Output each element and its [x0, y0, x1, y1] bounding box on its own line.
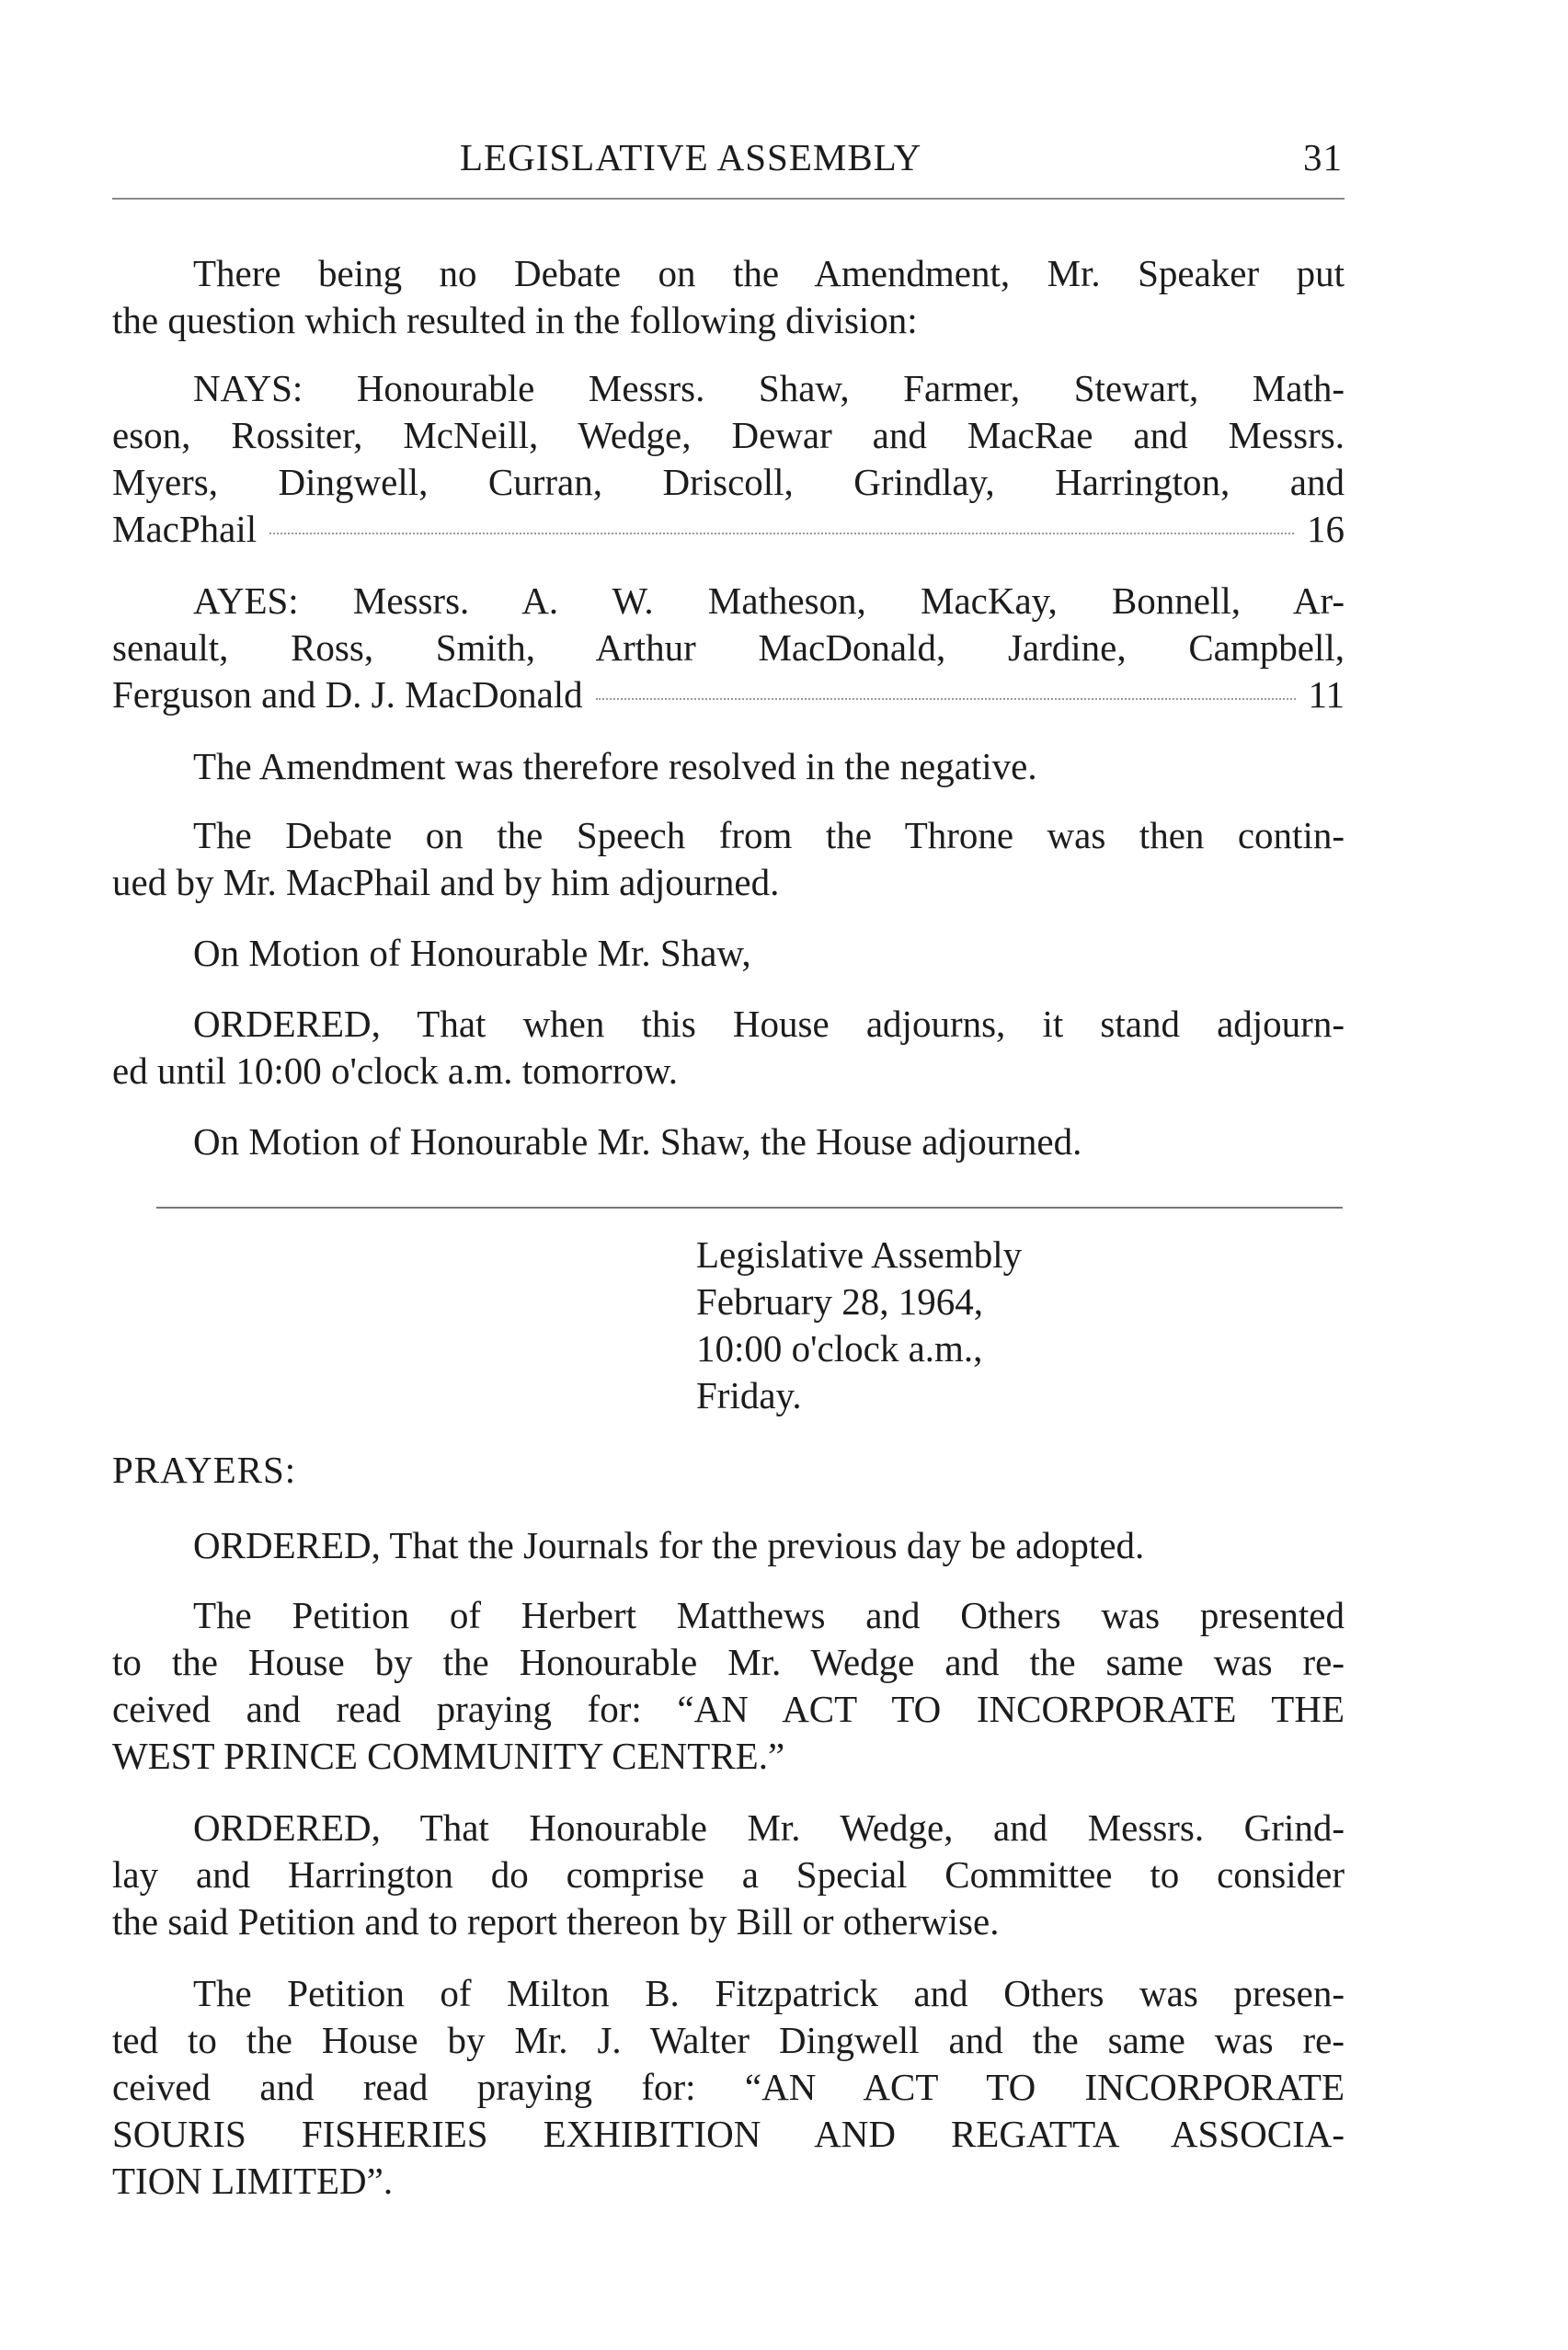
- paragraph-no-debate: [112, 250, 1345, 344]
- header-divider: [112, 198, 1345, 200]
- nays-count: 16: [1307, 508, 1345, 550]
- paragraph-amendment-result: [112, 743, 1345, 790]
- text-line: AYES: Messrs. A. W. Matheson, MacKay, Bonnell, Ar-: [193, 579, 1345, 622]
- dateline-date: February 28, 1964,: [696, 1280, 984, 1323]
- dateline-day: Friday.: [696, 1374, 802, 1416]
- ayes-total-line: [112, 671, 1345, 718]
- text-line: to the House by the Honourable Mr. Wedge and the same was re-: [112, 1641, 1345, 1683]
- dateline-place: Legislative Assembly: [696, 1233, 1023, 1276]
- prayers-heading: PRAYERS:: [112, 1449, 297, 1491]
- text-line: ed until 10:00 o'clock a.m. tomorrow.: [112, 1049, 679, 1092]
- paragraph-journals-adopted: [112, 1522, 1345, 1569]
- text-line: ceived and read praying for: “AN ACT TO INCORPORATE: [112, 2066, 1345, 2108]
- paragraph-ordered-committee: [112, 1805, 1345, 1945]
- text-line: WEST PRINCE COMMUNITY CENTRE.”: [112, 1735, 785, 1777]
- text-line: The Petition of Milton B. Fitzpatrick and Others was presen-: [193, 1972, 1345, 2014]
- paragraph-petition-souris: [112, 1970, 1345, 2205]
- running-header: [112, 134, 1345, 182]
- nays-division: [112, 365, 1345, 553]
- dateline-time: 10:00 o'clock a.m.,: [696, 1327, 983, 1370]
- text-line: The Amendment was therefore resolved in the negative.: [193, 745, 1037, 787]
- text-line: On Motion of Honourable Mr. Shaw, the House adjourned.: [193, 1120, 1082, 1163]
- text-line: NAYS: Honourable Messrs. Shaw, Farmer, Stewart, Math-: [193, 367, 1345, 409]
- paragraph-debate-continued: [112, 812, 1345, 906]
- text-line: MacPhail: [112, 508, 258, 550]
- text-line: The Petition of Herbert Matthews and Others was presented: [193, 1594, 1345, 1636]
- text-line: On Motion of Honourable Mr. Shaw,: [193, 932, 751, 974]
- section-divider: [156, 1207, 1343, 1209]
- text-line: the said Petition and to report thereon by Bill or otherwise.: [112, 1900, 1000, 1943]
- text-line: ORDERED, That when this House adjourns, it stand adjourn-: [193, 1003, 1345, 1045]
- paragraph-petition-west-prince: [112, 1592, 1345, 1780]
- sitting-dateline: [696, 1232, 1022, 1419]
- text-line: ORDERED, That Honourable Mr. Wedge, and Messrs. Grind-: [193, 1806, 1345, 1849]
- text-line: ceived and read praying for: “AN ACT TO INCORPORATE THE: [112, 1688, 1345, 1730]
- nays-total-line: [112, 506, 1345, 553]
- text-line: Myers, Dingwell, Curran, Driscoll, Grindlay, Harrington, and: [112, 461, 1345, 503]
- page-title: LEGISLATIVE ASSEMBLY: [460, 136, 922, 178]
- text-line: lay and Harrington do comprise a Special Committee to consider: [112, 1853, 1345, 1896]
- text-line: There being no Debate on the Amendment, Mr. Speaker put: [193, 252, 1345, 294]
- dot-leader: [269, 533, 1294, 534]
- text-line: senault, Ross, Smith, Arthur MacDonald, Jardine, Campbell,: [112, 626, 1345, 669]
- paragraph-motion-2: [112, 1118, 1345, 1165]
- ayes-division: [112, 578, 1345, 718]
- text-line: ORDERED, That the Journals for the previous day be adopted.: [193, 1524, 1145, 1566]
- page-number: 31: [1303, 136, 1343, 178]
- text-line: Ferguson and D. J. MacDonald: [112, 673, 583, 716]
- dot-leader: [596, 698, 1296, 700]
- text-line: The Debate on the Speech from the Throne was then contin-: [193, 814, 1345, 856]
- text-line: TION LIMITED”.: [112, 2160, 394, 2202]
- text-line: SOURIS FISHERIES EXHIBITION AND REGATTA ASSOCIA-: [112, 2113, 1345, 2155]
- text-line: ued by Mr. MacPhail and by him adjourned.: [112, 861, 780, 903]
- ayes-count: 11: [1308, 673, 1345, 716]
- text-line: the question which resulted in the following division:: [112, 299, 918, 341]
- paragraph-ordered-adjourn: [112, 1001, 1345, 1095]
- text-line: eson, Rossiter, McNeill, Wedge, Dewar and MacRae and Messrs.: [112, 414, 1345, 456]
- text-line: ted to the House by Mr. J. Walter Dingwell and the same was re-: [112, 2019, 1345, 2061]
- paragraph-motion-1: [112, 930, 1345, 977]
